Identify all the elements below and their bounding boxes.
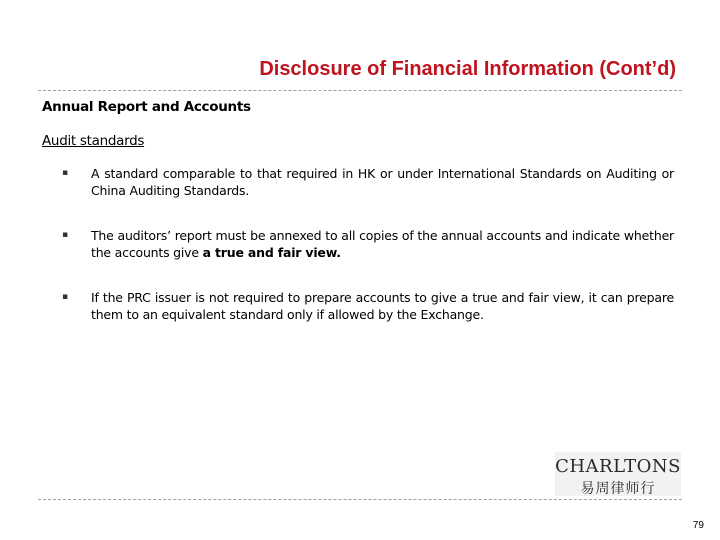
top-divider (38, 90, 682, 91)
page-number: 79 (692, 520, 704, 531)
section-heading: Audit standards (42, 133, 145, 149)
logo-english: CHARLTONS (555, 456, 681, 477)
bullet-icon: ▪ (62, 292, 68, 302)
bullet-text-body: If the PRC issuer is not required to prepare accounts to give a true and fair view, it can prepare them to an equivalent standard only if allowed by the Exchange. (91, 290, 674, 322)
bullet-text-emphasis: a true and fair view. (202, 245, 341, 260)
bullet-text (91, 165, 674, 199)
bullet-text (91, 227, 674, 261)
bullet-item (62, 227, 674, 261)
bullet-text-body: A standard comparable to that required in HK or under International Standards on Auditing or China Auditing Standards. (91, 166, 674, 198)
bullet-text (91, 289, 674, 323)
logo-chinese: 易周律师行 (580, 481, 656, 497)
bullet-icon: ▪ (62, 168, 68, 178)
bullet-text-body: The auditors’ report must be annexed to all copies of the annual accounts and indicate whether the accounts give (91, 228, 674, 260)
bullet-icon: ▪ (62, 230, 68, 240)
bullet-item (62, 165, 674, 199)
bullet-item (62, 289, 674, 323)
charltons-logo (555, 452, 681, 496)
slide-title: Disclosure of Financial Information (Cont’d) (259, 58, 676, 80)
bottom-divider (38, 499, 682, 500)
subheading: Annual Report and Accounts (42, 99, 251, 115)
